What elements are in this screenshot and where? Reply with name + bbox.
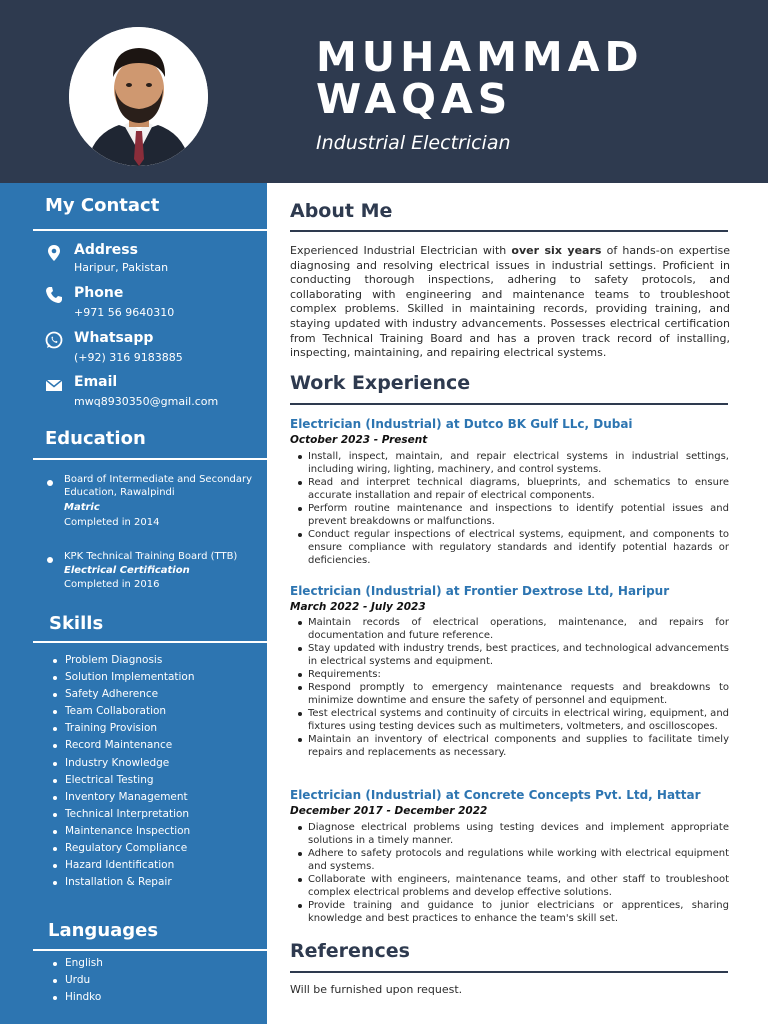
about-text-start: Experienced Industrial Electrician with bbox=[290, 244, 512, 257]
skills-divider bbox=[33, 641, 267, 643]
skill-item: Industry Knowledge bbox=[53, 755, 195, 772]
education-bullet bbox=[47, 557, 53, 563]
about-text-highlight: over six years bbox=[511, 244, 602, 257]
about-divider bbox=[290, 230, 728, 232]
skill-item: Technical Interpretation bbox=[53, 806, 195, 823]
job-title-header: Industrial Electrician bbox=[316, 132, 511, 154]
skill-item: Electrical Testing bbox=[53, 772, 195, 789]
job-duties bbox=[296, 616, 729, 759]
references-heading: References bbox=[290, 940, 410, 962]
job-duty: Test electrical systems and continuity of circuits in electrical wiring, equipment, and fixtures using testing devices such as multimeters, voltmeters, and oscilloscopes. bbox=[296, 707, 729, 733]
skill-item: Solution Implementation bbox=[53, 669, 195, 686]
languages-divider bbox=[33, 949, 267, 951]
job-duty: Read and interpret technical diagrams, blueprints, and schematics to ensure accurate installation and repair of electrical components. bbox=[296, 476, 729, 502]
whatsapp-value: (+92) 316 9183885 bbox=[74, 351, 183, 364]
work-heading: Work Experience bbox=[290, 372, 471, 394]
person-photo-illustration bbox=[69, 27, 208, 166]
languages-list bbox=[53, 955, 103, 1006]
job-duty: Requirements: bbox=[296, 668, 729, 681]
email-value[interactable]: mwq8930350@gmail.com bbox=[74, 395, 219, 408]
contact-divider bbox=[33, 229, 267, 231]
education-institution: Board of Intermediate and Secondary Education, Rawalpindi bbox=[64, 474, 253, 498]
address-label: Address bbox=[74, 242, 138, 258]
name-last: WAQAS bbox=[316, 75, 513, 123]
job-duty: Collaborate with engineers, maintenance teams, and other staff to troubleshoot complex electrical problems and develop effective solutions. bbox=[296, 873, 729, 899]
education-heading: Education bbox=[45, 428, 146, 449]
job-duties bbox=[296, 821, 729, 925]
job-duty: Adhere to safety protocols and regulations while working with electrical equipment and systems. bbox=[296, 847, 729, 873]
sidebar bbox=[0, 183, 267, 1024]
job-duty: Perform routine maintenance and inspections to identify potential issues and prevent breakdowns or malfunctions. bbox=[296, 502, 729, 528]
job-duty: Maintain an inventory of electrical components and supplies to facilitate timely repairs and replacements as necessary. bbox=[296, 733, 729, 759]
language-item: Urdu bbox=[53, 972, 103, 989]
profile-photo bbox=[69, 27, 208, 166]
education-completed: Completed in 2014 bbox=[64, 517, 160, 528]
skill-item: Safety Adherence bbox=[53, 686, 195, 703]
job-duty: Conduct regular inspections of electrical systems, equipment, and components to ensure compliance with regulatory standards and identify potential hazards or deficiencies. bbox=[296, 528, 729, 567]
education-degree: Electrical Certification bbox=[64, 565, 190, 576]
whatsapp-label: Whatsapp bbox=[74, 330, 154, 346]
name-first: MUHAMMAD bbox=[316, 33, 644, 81]
about-text bbox=[290, 244, 730, 361]
job-title: Electrician (Industrial) at Concrete Concepts Pvt. Ltd, Hattar bbox=[290, 788, 701, 802]
header bbox=[0, 0, 768, 183]
skill-item: Team Collaboration bbox=[53, 703, 195, 720]
references-divider bbox=[290, 971, 728, 973]
email-label: Email bbox=[74, 374, 118, 390]
skill-item: Hazard Identification bbox=[53, 857, 195, 874]
education-degree: Matric bbox=[64, 502, 100, 513]
job-title: Electrician (Industrial) at Frontier Dextrose Ltd, Haripur bbox=[290, 584, 670, 598]
email-icon bbox=[45, 376, 63, 394]
skills-heading: Skills bbox=[49, 613, 104, 634]
person-name bbox=[316, 33, 644, 123]
job-duty: Respond promptly to emergency maintenance requests and breakdowns to minimize downtime and ensure the safety of personnel and equipment. bbox=[296, 681, 729, 707]
language-item: English bbox=[53, 955, 103, 972]
contact-heading: My Contact bbox=[45, 195, 160, 216]
education-divider bbox=[33, 458, 267, 460]
phone-icon bbox=[45, 286, 63, 304]
job-duty: Maintain records of electrical operations, maintenance, and repairs for documentation and future reference. bbox=[296, 616, 729, 642]
work-divider bbox=[290, 403, 728, 405]
phone-label: Phone bbox=[74, 285, 124, 301]
job-duty: Provide training and guidance to junior electricians or apprentices, sharing knowledge and best practices to enhance the team's skill set. bbox=[296, 899, 729, 925]
address-value: Haripur, Pakistan bbox=[74, 261, 169, 274]
skill-item: Record Maintenance bbox=[53, 737, 195, 754]
job-dates: March 2022 - July 2023 bbox=[290, 601, 426, 613]
skill-item: Maintenance Inspection bbox=[53, 823, 195, 840]
job-dates: October 2023 - Present bbox=[290, 434, 428, 446]
skill-item: Training Provision bbox=[53, 720, 195, 737]
education-bullet bbox=[47, 480, 53, 486]
job-duty: Stay updated with industry trends, best practices, and technological advancements in electrical systems and equipment. bbox=[296, 642, 729, 668]
job-duty: Diagnose electrical problems using testing devices and implement appropriate solutions in a timely manner. bbox=[296, 821, 729, 847]
about-heading: About Me bbox=[290, 200, 393, 222]
job-duties bbox=[296, 450, 729, 567]
phone-value: +971 56 9640310 bbox=[74, 306, 175, 319]
job-duty: Install, inspect, maintain, and repair electrical systems in industrial settings, including wiring, lighting, machinery, and control systems. bbox=[296, 450, 729, 476]
whatsapp-icon bbox=[45, 331, 63, 349]
job-dates: December 2017 - December 2022 bbox=[290, 805, 488, 817]
skill-item: Problem Diagnosis bbox=[53, 652, 195, 669]
language-item: Hindko bbox=[53, 989, 103, 1006]
languages-heading: Languages bbox=[48, 920, 159, 941]
skill-item: Installation & Repair bbox=[53, 874, 195, 891]
skills-list bbox=[53, 652, 195, 891]
skill-item: Regulatory Compliance bbox=[53, 840, 195, 857]
location-pin-icon bbox=[45, 244, 63, 262]
education-institution: KPK Technical Training Board (TTB) bbox=[64, 551, 238, 562]
references-text: Will be furnished upon request. bbox=[290, 983, 463, 996]
skill-item: Inventory Management bbox=[53, 789, 195, 806]
job-title: Electrician (Industrial) at Dutco BK Gulf LLc, Dubai bbox=[290, 417, 633, 431]
education-completed: Completed in 2016 bbox=[64, 579, 160, 590]
about-text-end: of hands-on expertise diagnosing and resolving electrical issues in industrial settings. Proficient in conducting thorough inspections, adhering to safety protocols, and collaborating with engineering and maintenance teams to troubleshoot complex problems. Skilled in maintaining records, providing training, and staying updated with industry advancements. Possesses electrical certification from Technical Training Board and has a proven track record of installing, inspecting, maintaining, and repairing electrical systems. bbox=[290, 244, 730, 360]
